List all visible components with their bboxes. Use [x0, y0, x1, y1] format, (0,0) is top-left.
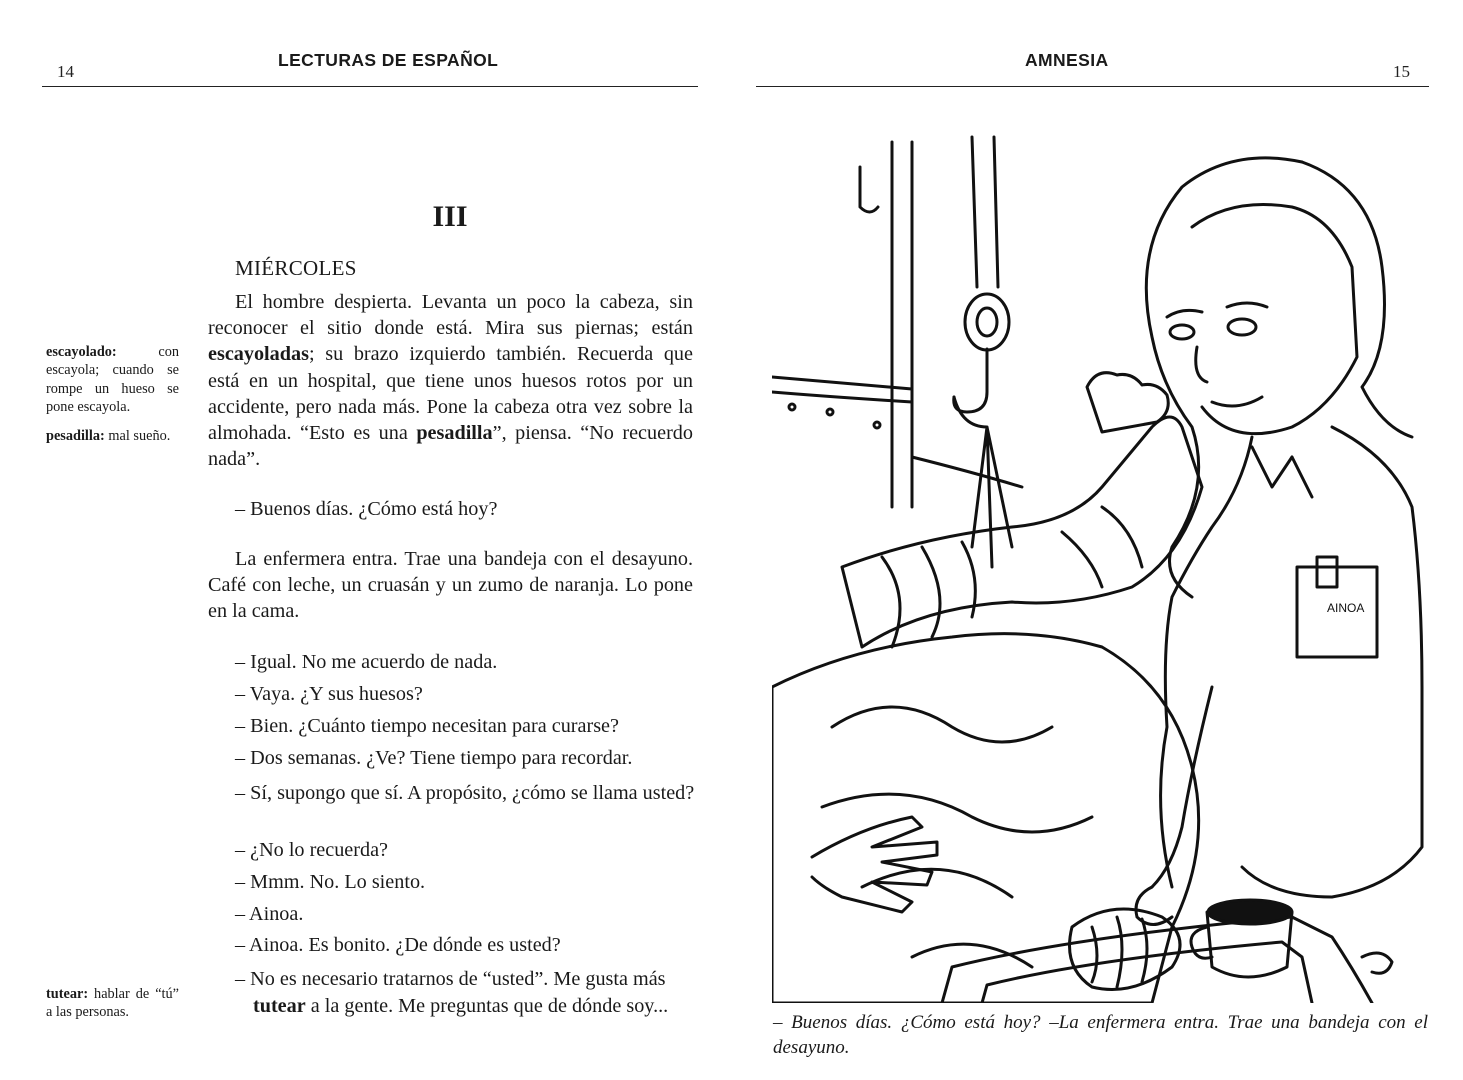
glossed-word-tutear: tutear	[253, 995, 306, 1017]
dialogue-line: – Ainoa. Es bonito. ¿De dónde es usted?	[235, 934, 561, 956]
chapter-number: III	[432, 200, 468, 233]
traction-pole	[892, 142, 912, 507]
dialogue-line: – Vaya. ¿Y sus huesos?	[235, 683, 423, 705]
left-page	[0, 0, 731, 1080]
eye-icon	[1170, 325, 1194, 339]
dialogue-line: – Bien. ¿Cuánto tiempo necesitan para curarse?	[235, 715, 619, 737]
leg-cast	[842, 417, 1202, 647]
glossed-word-escayoladas: escayoladas	[208, 343, 309, 366]
dialogue-line: – Ainoa.	[235, 903, 304, 925]
dialogue-line: – Dos semanas. ¿Ve? Tiene tiempo para recordar.	[235, 747, 633, 769]
dialogue-line: – Sí, supongo que sí. A propósito, ¿cómo se llama usted?	[235, 782, 695, 804]
glossary-entry-escayolado: escayolado: con escayola; cuando se rompe un hueso se pone escayola.	[46, 344, 179, 416]
header-rule-left	[42, 86, 698, 87]
paragraph-2: La enfermera entra. Trae una bandeja con el desayuno. Café con leche, un cruasán y un zumo de naranja. Lo pone en la cama.	[208, 548, 693, 623]
hook	[954, 349, 987, 412]
dialogue-line: – ¿No lo recuerda?	[235, 839, 389, 861]
page-number-left: 14	[57, 62, 74, 81]
spoon-icon	[1362, 953, 1392, 973]
nurse-uniform	[1161, 437, 1252, 887]
nurse-illustration	[772, 127, 1427, 1003]
dialogue-line: – Igual. No me acuerdo de nada.	[235, 651, 498, 673]
badge-clip	[1317, 557, 1337, 587]
running-head-left: LECTURAS DE ESPAÑOL	[278, 50, 499, 70]
patient-hand	[812, 817, 937, 912]
toes	[1087, 373, 1168, 432]
glossary-entry-tutear: tutear: hablar de “tú” a las personas.	[46, 986, 179, 1021]
ring-icon	[965, 294, 1009, 350]
header-rule-right	[756, 86, 1429, 87]
dialogue-line-last: – No es necesario tratarnos de “usted”. Me gusta más tutear a la gente. Me preguntas que de dónde soy...	[235, 968, 669, 1017]
breakfast-tray	[942, 917, 1372, 1003]
glossed-word-pesadilla: pesadilla	[416, 422, 493, 445]
badge-text: AINOA	[1327, 601, 1365, 615]
page-number-right: 15	[1393, 62, 1410, 81]
traction-strap	[972, 137, 998, 287]
glossary-entry-pesadilla: pesadilla: mal sueño.	[46, 428, 171, 444]
dialogue-line: – Mmm. No. Lo siento.	[235, 871, 426, 893]
illustration-caption: – Buenos días. ¿Cómo está hoy? –La enfermera entra. Trae una bandeja con el desayuno.	[773, 1012, 1428, 1058]
nurse-hair	[1146, 158, 1302, 597]
nurse-face	[1192, 205, 1357, 434]
chapter-day: MIÉRCOLES	[235, 256, 357, 280]
bracket	[860, 167, 878, 212]
eye-icon	[1228, 319, 1256, 335]
paragraph-1: El hombre despierta. Levanta un poco la cabeza, sin reconocer el sitio donde está. Mira sus piernas; están escayoladas; su brazo izquierdo también. Recuerda que está en un hospital, que tiene unos huesos rotos por un accidente, pero nada más. Pone la cabeza otra vez sobre la almohada. “Esto es una pesadilla”, piensa. “No recuerdo nada”.	[208, 291, 693, 471]
running-head-right: AMNESIA	[1025, 50, 1109, 70]
greeting-line: – Buenos días. ¿Cómo está hoy?	[235, 498, 498, 520]
